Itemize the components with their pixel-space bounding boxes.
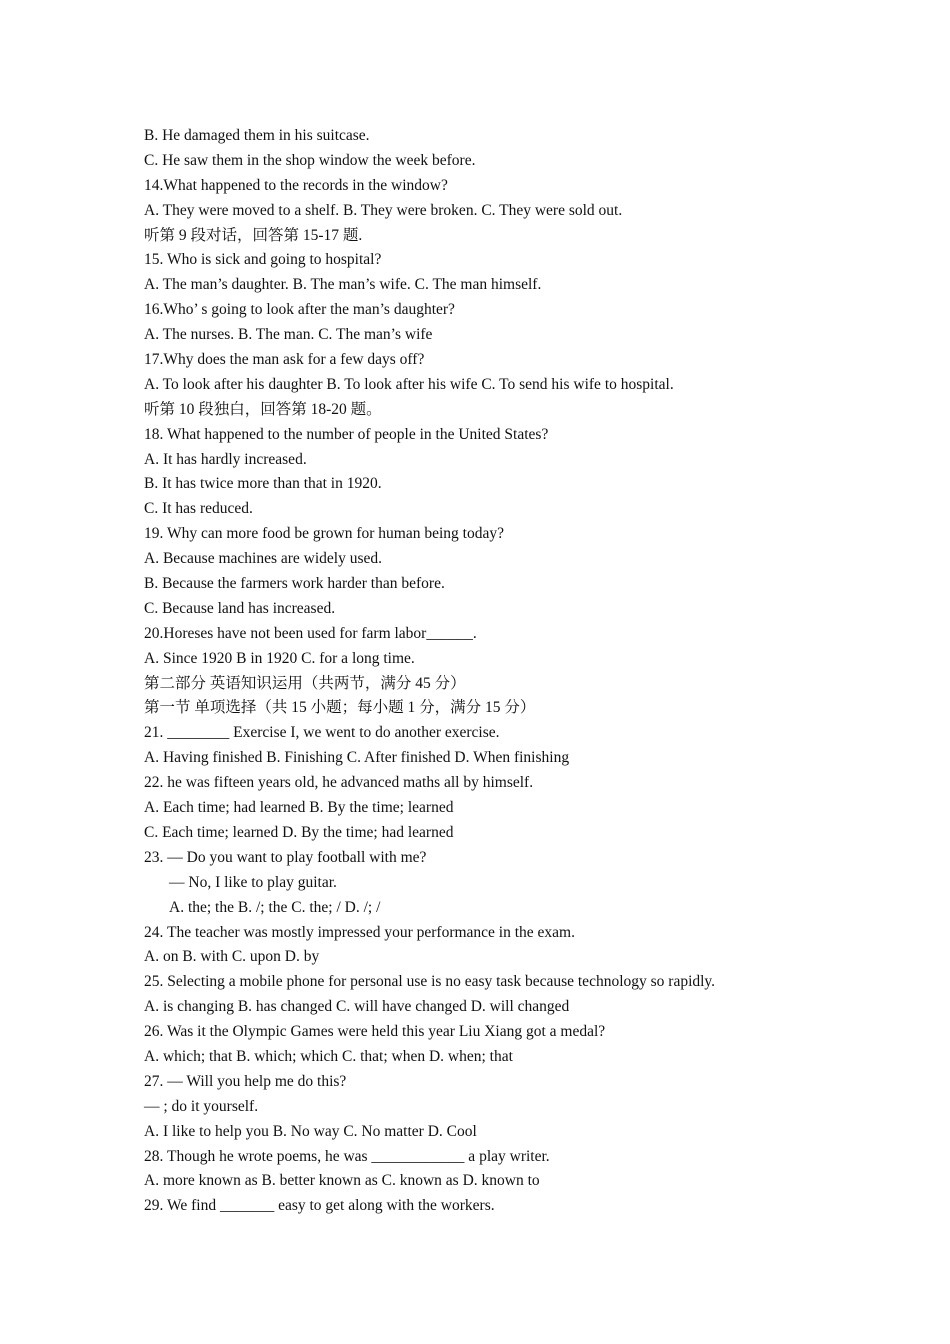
text-line: 22. he was fifteen years old, he advanced maths all by himself. — [144, 774, 534, 792]
text-line: A. To look after his daughter B. To look after his wife C. To send his wife to hospital. — [144, 375, 674, 393]
text-line: 18. What happened to the number of people in the United States? — [144, 425, 549, 443]
text-line: A. I like to help you B. No way C. No matter D. Cool — [144, 1122, 477, 1140]
text-line: A. Since 1920 B in 1920 C. for a long time. — [144, 649, 415, 667]
text-line: 27. — Will you help me do this? — [144, 1072, 347, 1090]
text-line: C. He saw them in the shop window the week before. — [144, 151, 476, 169]
text-line: 15. Who is sick and going to hospital? — [144, 251, 382, 269]
text-line: A. Each time; had learned B. By the time; learned — [144, 799, 454, 817]
text-line: A. They were moved to a shelf. B. They were broken. C. They were sold out. — [144, 201, 623, 219]
text-line: A. which; that B. which; which C. that; when D. when; that — [144, 1047, 513, 1065]
text-line: 24. The teacher was mostly impressed your performance in the exam. — [144, 923, 575, 941]
text-line: 28. Though he wrote poems, he was ____________ a play writer. — [144, 1147, 550, 1165]
text-line: C. It has reduced. — [144, 500, 253, 518]
text-line: A. The nurses. B. The man. C. The man’s wife — [144, 326, 433, 344]
text-line: 第一节 单项选择（共 15 小题；每小题 1 分，满分 15 分） — [144, 699, 536, 717]
text-line: A. Having finished B. Finishing C. After finished D. When finishing — [144, 749, 570, 767]
text-line: 25. Selecting a mobile phone for personal use is no easy task because technology so rapidly. — [144, 973, 716, 991]
text-line: 16.Who’ s going to look after the man’s daughter? — [144, 301, 455, 319]
text-line: 17.Why does the man ask for a few days off? — [144, 351, 425, 369]
text-line: A. more known as B. better known as C. known as D. known to — [144, 1172, 540, 1190]
text-line: 26. Was it the Olympic Games were held this year Liu Xiang got a medal? — [144, 1023, 606, 1041]
text-line: A. The man’s daughter. B. The man’s wife. C. The man himself. — [144, 276, 542, 294]
text-line: A. is changing B. has changed C. will have changed D. will changed — [144, 998, 570, 1016]
text-line: — ; do it yourself. — [144, 1097, 259, 1115]
text-line: 20.Horeses have not been used for farm labor______. — [144, 624, 477, 642]
text-line: A. It has hardly increased. — [144, 450, 307, 468]
text-line: C. Each time; learned D. By the time; had learned — [144, 823, 454, 841]
text-line: B. Because the farmers work harder than before. — [144, 575, 445, 593]
document-body — [144, 124, 824, 1219]
text-line: 21. ________ Exercise I, we went to do another exercise. — [144, 724, 500, 742]
text-line: B. It has twice more than that in 1920. — [144, 475, 382, 493]
text-line: 第二部分 英语知识运用（共两节，满分 45 分） — [144, 674, 466, 692]
text-line: A. Because machines are widely used. — [144, 550, 383, 568]
text-line: 听第 10 段独白，回答第 18-20 题。 — [144, 400, 382, 418]
text-line: 听第 9 段对话，回答第 15-17 题. — [144, 226, 363, 244]
text-line: 29. We find _______ easy to get along with the workers. — [144, 1197, 495, 1215]
text-line: 23. — Do you want to play football with me? — [144, 848, 427, 866]
text-line: A. the; the B. /; the C. the; / D. /; / — [169, 898, 381, 916]
text-line: 19. Why can more food be grown for human being today? — [144, 525, 504, 543]
text-line: C. Because land has increased. — [144, 599, 336, 617]
text-line: A. on B. with C. upon D. by — [144, 948, 320, 966]
text-line: B. He damaged them in his suitcase. — [144, 127, 370, 144]
text-line: — No, I like to play guitar. — [169, 873, 337, 891]
text-line: 14.What happened to the records in the window? — [144, 176, 448, 194]
